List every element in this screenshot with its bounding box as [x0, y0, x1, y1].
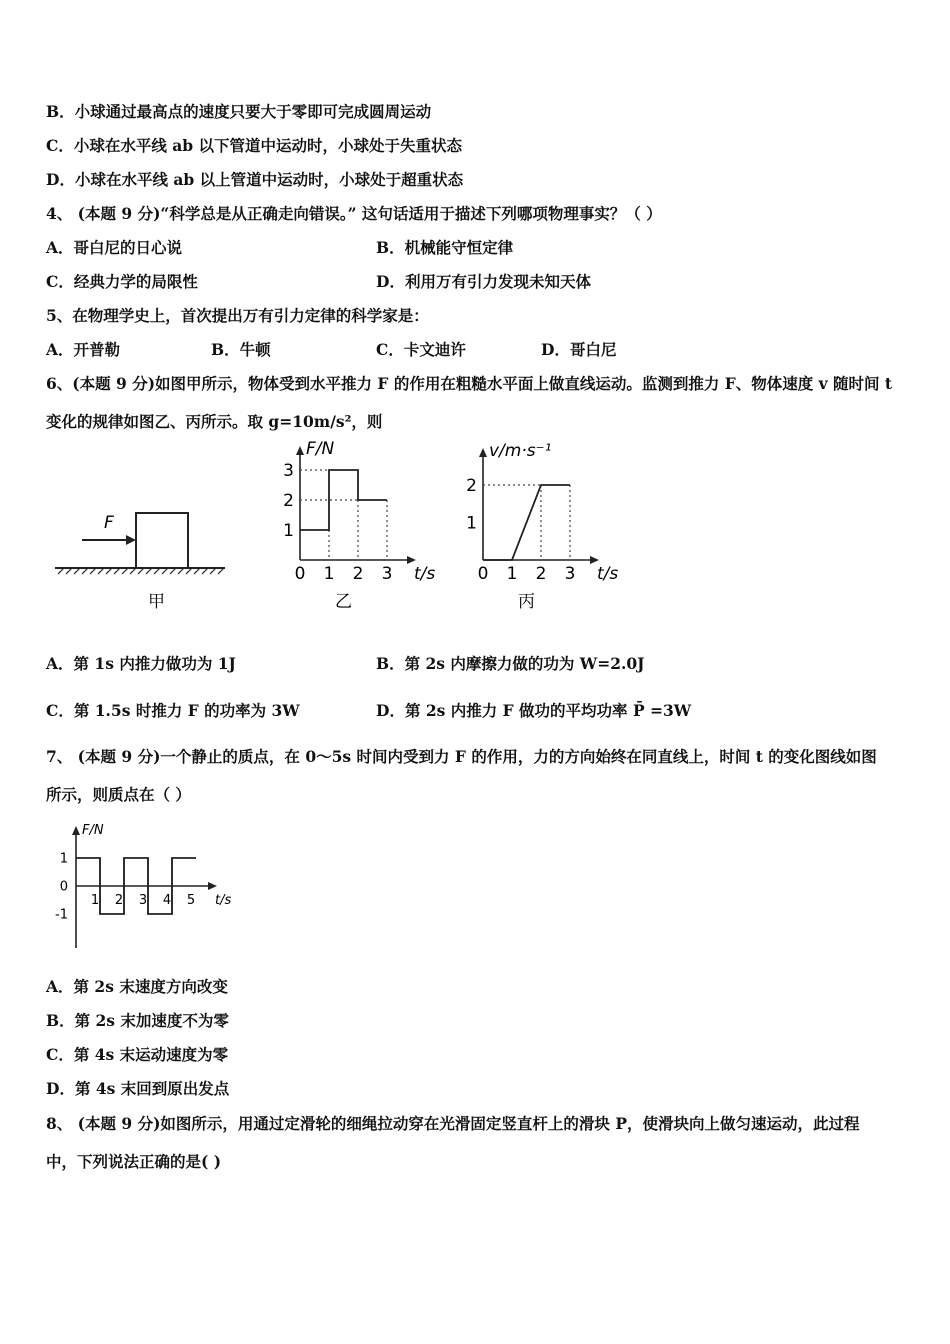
undefined-x-axis-label: t/s	[597, 564, 619, 584]
chart-bing	[455, 440, 625, 620]
q6-option-c: C．第 1.5s 时推力 F 的功率为 3W	[46, 701, 300, 720]
q3-option-c: C．小球在水平线 ab 以下管道中运动时，小球处于失重状态	[46, 136, 463, 155]
undefined-x-tick-label: 2	[352, 564, 364, 584]
q5-option-d: D．哥白尼	[541, 340, 617, 359]
q3-option-d: D．小球在水平线 ab 以上管道中运动时，小球处于超重状态	[46, 170, 464, 189]
q5-option-c: C．卡文迪许	[376, 340, 466, 359]
force-label: F	[104, 513, 114, 533]
undefined-series-line	[300, 470, 387, 530]
chart-yi	[270, 440, 440, 620]
undefined-y-tick-label: 1	[283, 520, 294, 541]
undefined-series-line	[483, 485, 570, 560]
undefined-x-arrow	[407, 556, 416, 564]
q5-option-a: A．开普勒	[46, 340, 121, 359]
q5-stem: 5、在物理学史上，首次提出万有引力定律的科学家是：	[46, 306, 429, 325]
q4-option-b: B．机械能守恒定律	[376, 238, 514, 257]
undefined-caption: 乙	[335, 592, 352, 612]
undefined-x-tick-label: 4	[162, 893, 172, 908]
chart-q7	[46, 818, 241, 958]
undefined-y-axis-label: v/m·s⁻¹	[489, 441, 552, 461]
undefined-x-tick-label: 1	[506, 564, 518, 584]
q7-stem-line2: 所示，则质点在（ ）	[46, 785, 191, 804]
q7-option-d: D．第 4s 末回到原出发点	[46, 1079, 230, 1098]
force-arrow-head	[126, 535, 136, 545]
q6-stem-line1: 6、(本题 9 分)如图甲所示，物体受到水平推力 F 的作用在粗糙水平面上做直线运动。监测到推力 F、物体速度 v 随时间 t	[46, 374, 893, 393]
undefined-y-tick-label: 2	[283, 490, 294, 511]
undefined-y-arrow	[296, 446, 304, 455]
block	[136, 513, 188, 568]
q6-option-d: D．第 2s 内推力 F 做功的平均功率 P̄ =3W	[376, 701, 692, 720]
undefined-y-tick-label: 2	[466, 475, 477, 496]
q4-option-a: A．哥白尼的日心说	[46, 238, 183, 257]
undefined-y-tick-label: 1	[466, 513, 477, 534]
q4-option-c: C．经典力学的局限性	[46, 272, 198, 291]
q3-option-b: B．小球通过最高点的速度只要大于零即可完成圆周运动	[46, 102, 432, 121]
q5-option-b: B．牛顿	[211, 340, 271, 359]
undefined-x-tick-label: 2	[114, 893, 124, 908]
undefined-x-tick-label: 3	[138, 893, 148, 908]
undefined-y-tick-label: 1	[59, 851, 68, 867]
figure-jia	[50, 490, 230, 620]
undefined-y-axis-label: F/N	[82, 823, 104, 838]
q8-stem-line1: 8、 (本题 9 分)如图所示，用通过定滑轮的细绳拉动穿在光滑固定竖直杆上的滑块 P，使滑块向上做匀速运动，此过程	[46, 1114, 860, 1133]
undefined-y-axis-label: F/N	[306, 440, 335, 459]
undefined-y-arrow	[72, 826, 80, 835]
undefined-x-arrow	[590, 556, 599, 564]
undefined-caption: 丙	[518, 592, 535, 612]
undefined-x-tick-label: 3	[564, 564, 576, 584]
undefined-x-tick-label: 0	[477, 564, 489, 584]
undefined-x-tick-label: 3	[381, 564, 393, 584]
q4-stem: 4、 (本题 9 分)“科学总是从正确走向错误。” 这句话适用于描述下列哪项物理事实？（ ）	[46, 204, 662, 223]
undefined-y-arrow	[479, 448, 487, 457]
undefined-x-tick-label: 1	[323, 564, 335, 584]
q6-option-a: A．第 1s 内推力做功为 1J	[46, 654, 236, 673]
undefined-x-tick-label: 1	[90, 893, 100, 908]
undefined-x-tick-label: 2	[535, 564, 547, 584]
undefined-x-tick-label: 5	[186, 893, 196, 908]
q4-option-d: D．利用万有引力发现未知天体	[376, 272, 591, 291]
q8-stem-line2: 中，下列说法正确的是( )	[46, 1152, 222, 1171]
figure-caption-jia: 甲	[148, 592, 165, 612]
undefined-x-arrow	[208, 882, 217, 890]
undefined-x-tick-label: 0	[294, 564, 306, 584]
q7-stem-line1: 7、 (本题 9 分)一个静止的质点，在 0～5s 时间内受到力 F 的作用，力的方向始终在同直线上，时间 t 的变化图线如图	[46, 747, 877, 766]
q7-option-c: C．第 4s 末运动速度为零	[46, 1045, 229, 1064]
undefined-x-axis-label: t/s	[414, 564, 436, 584]
undefined-y-tick-label: 0	[59, 879, 68, 895]
undefined-x-axis-label: t/s	[215, 893, 232, 908]
undefined-y-tick-label: 3	[283, 460, 294, 481]
q6-option-b: B．第 2s 内摩擦力做的功为 W=2.0J	[376, 654, 645, 673]
undefined-y-tick-label: -1	[55, 907, 68, 923]
q6-stem-line2: 变化的规律如图乙、丙所示。取 g=10m/s²，则	[46, 412, 383, 431]
q7-option-a: A．第 2s 末速度方向改变	[46, 977, 228, 996]
q7-option-b: B．第 2s 末加速度不为零	[46, 1011, 229, 1030]
